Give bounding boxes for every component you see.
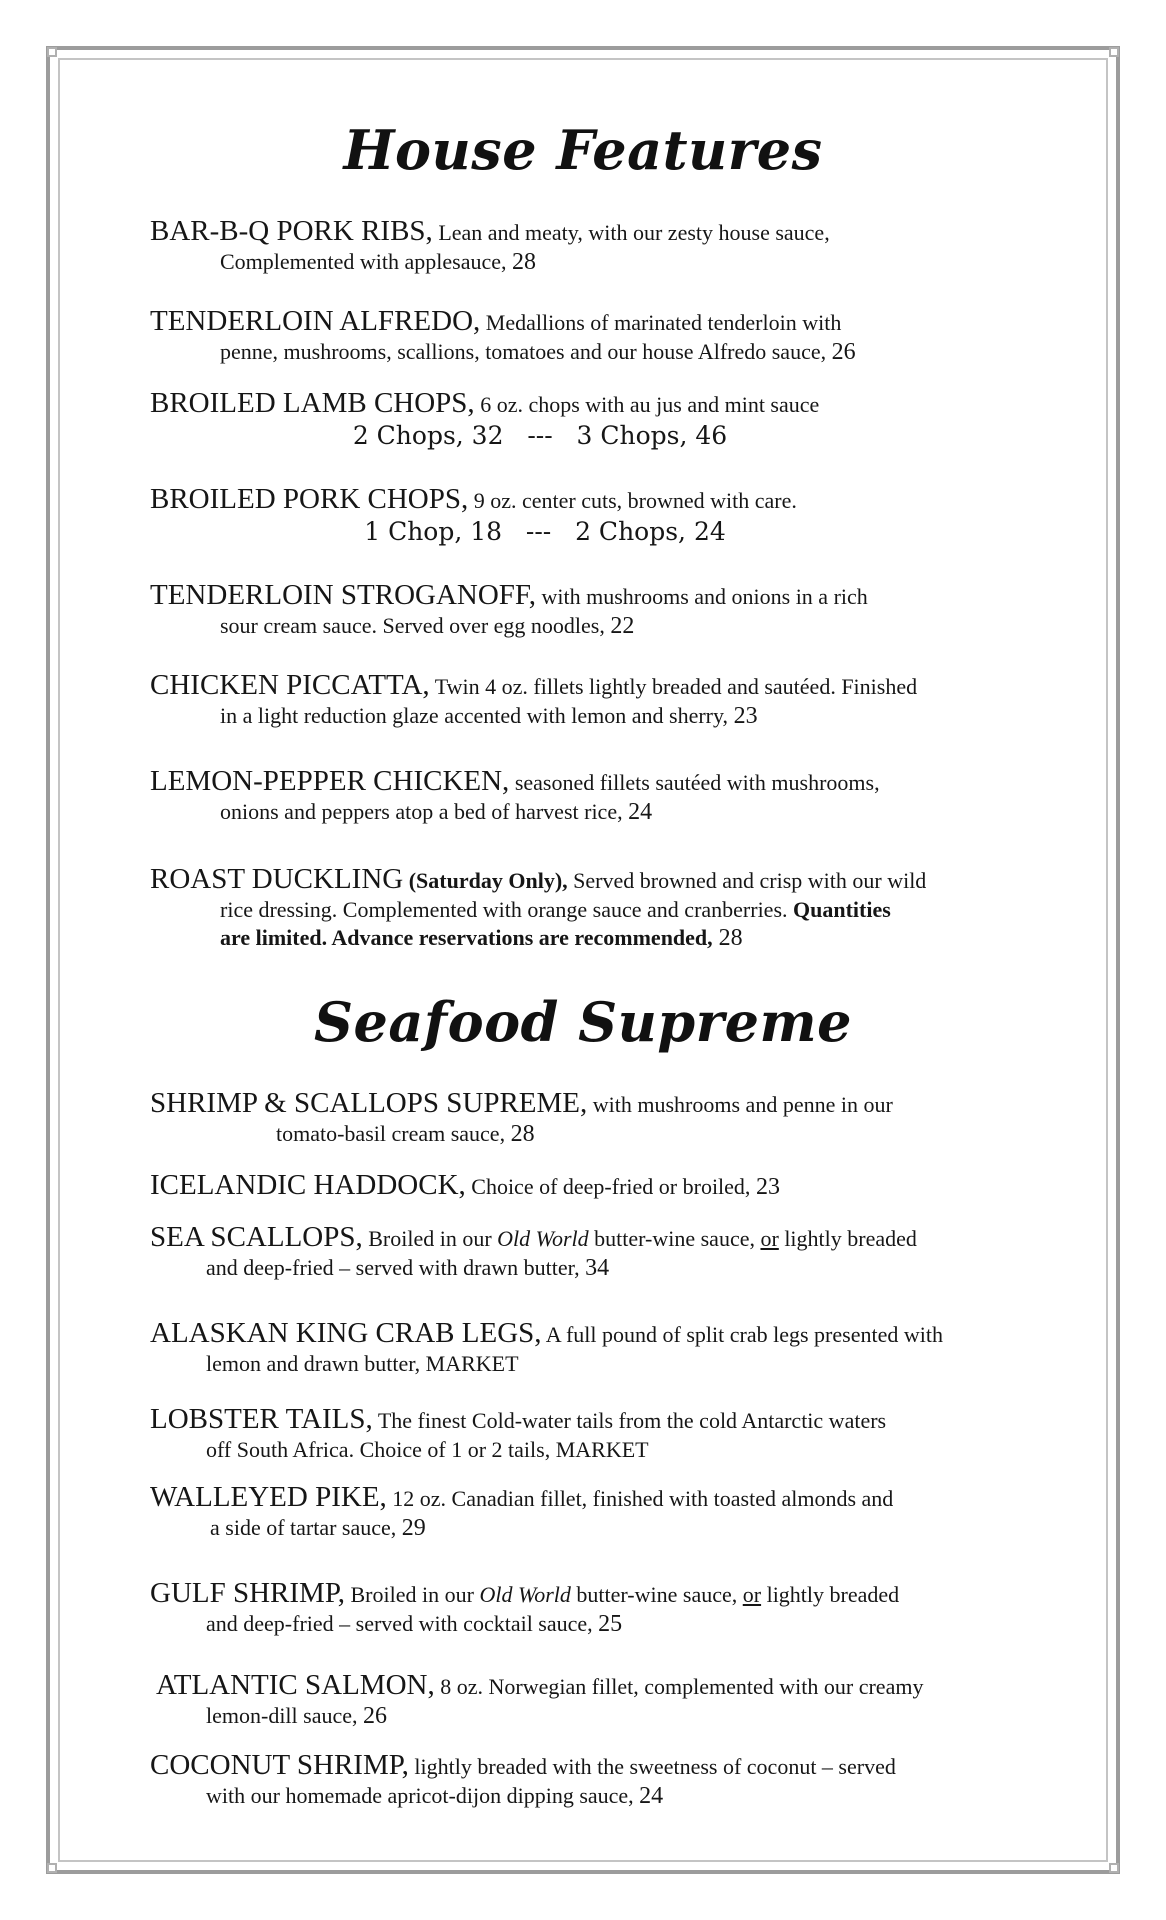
menu-item-icelandic-haddock	[150, 1170, 1050, 1202]
item-name: ATLANTIC SALMON,	[156, 1669, 435, 1701]
item-description-italic: Old World	[497, 1226, 589, 1251]
menu-item-tenderloin-alfredo	[150, 306, 1050, 366]
item-description: Broiled in our	[362, 1226, 498, 1251]
item-name: GULF SHRIMP,	[150, 1577, 345, 1609]
menu-item-sea-scallops	[150, 1222, 1050, 1282]
item-description: lightly breaded	[761, 1582, 900, 1607]
item-name: COCONUT SHRIMP,	[150, 1749, 409, 1781]
item-description: Medallions of marinated tenderloin with	[480, 310, 842, 335]
item-price-options: 1 Chop, 18 --- 2 Chops, 24	[364, 517, 726, 546]
menu-item-lobster-tails	[150, 1404, 1050, 1464]
item-name: BROILED PORK CHOPS,	[150, 483, 469, 515]
item-notice: Quantities	[793, 897, 891, 922]
item-name: ICELANDIC HADDOCK,	[150, 1169, 466, 1201]
item-price: 23	[755, 1174, 780, 1200]
item-description: lightly breaded	[778, 1226, 917, 1251]
item-description: lightly breaded with the sweetness of coconut – served	[408, 1754, 896, 1779]
item-description-cont: and deep-fried – served with cocktail sauce,	[206, 1611, 599, 1636]
menu-item-roast-duckling	[150, 864, 1050, 952]
item-description-cont: lemon-dill sauce,	[206, 1703, 364, 1728]
item-name: ALASKAN KING CRAB LEGS,	[150, 1317, 542, 1349]
item-name: CHICKEN PICCATTA,	[150, 669, 430, 701]
item-name: BROILED LAMB CHOPS,	[150, 387, 475, 419]
item-notice-cont: are limited. Advance reservations are recommended,	[220, 925, 713, 950]
item-price: 28	[510, 1121, 535, 1147]
menu-item-atlantic-salmon	[150, 1670, 1050, 1730]
item-price: 24	[628, 799, 653, 825]
item-description-cont: with our homemade apricot-dijon dipping sauce,	[206, 1783, 640, 1808]
corner-ornament-bottom-left	[47, 1863, 57, 1873]
item-description-cont: rice dressing. Complemented with orange sauce and cranberries.	[220, 897, 794, 922]
item-description: The finest Cold-water tails from the cold Antarctic waters	[372, 1408, 887, 1433]
item-name: LEMON-PEPPER CHICKEN,	[150, 765, 510, 797]
menu-item-broiled-lamb-chops	[150, 388, 1050, 452]
item-name: TENDERLOIN STROGANOFF,	[150, 579, 536, 611]
item-description: 6 oz. chops with au jus and mint sauce	[474, 392, 820, 417]
item-name: SHRIMP & SCALLOPS SUPREME,	[150, 1087, 588, 1119]
item-price: 25	[598, 1611, 623, 1637]
item-name: SEA SCALLOPS,	[150, 1221, 363, 1253]
item-description: butter-wine sauce,	[570, 1582, 743, 1607]
item-name: WALLEYED PIKE,	[150, 1481, 387, 1513]
item-description: Twin 4 oz. fillets lightly breaded and sautéed. Finished	[429, 674, 918, 699]
item-name: ROAST DUCKLING	[150, 863, 404, 895]
menu-item-lemon-pepper-chicken	[150, 766, 1050, 826]
menu-item-broiled-pork-chops	[150, 484, 1050, 548]
menu-item-coconut-shrimp	[150, 1750, 1050, 1810]
item-description: Choice of deep-fried or broiled,	[465, 1174, 756, 1199]
item-availability-note: (Saturday Only),	[403, 868, 568, 893]
item-description: seasoned fillets sautéed with mushrooms,	[509, 770, 880, 795]
item-description-italic: Old World	[479, 1582, 571, 1607]
item-price: 34	[585, 1255, 610, 1281]
house-features-heading: House Features	[343, 118, 823, 182]
item-description-cont: Complemented with applesauce,	[220, 249, 513, 274]
item-description-cont: tomato-basil cream sauce,	[276, 1121, 511, 1146]
item-description: with mushrooms and onions in a rich	[535, 584, 868, 609]
item-description: 8 oz. Norwegian fillet, complemented with our creamy	[434, 1674, 924, 1699]
item-description: 9 oz. center cuts, browned with care.	[468, 488, 797, 513]
item-name: LOBSTER TAILS,	[150, 1403, 373, 1435]
item-description-cont: sour cream sauce. Served over egg noodles,	[220, 613, 611, 638]
menu-item-walleyed-pike	[150, 1482, 1050, 1542]
item-price: 26	[831, 339, 856, 365]
item-description-cont: penne, mushrooms, scallions, tomatoes and our house Alfredo sauce,	[220, 339, 832, 364]
item-price: 24	[639, 1783, 664, 1809]
item-description-underline: or	[742, 1582, 762, 1607]
menu-item-chicken-piccatta	[150, 670, 1050, 730]
item-price: 29	[401, 1515, 426, 1541]
item-description: with mushrooms and penne in our	[587, 1092, 893, 1117]
item-description-cont: in a light reduction glaze accented with lemon and sherry,	[220, 703, 734, 728]
corner-ornament-top-right	[1109, 47, 1119, 57]
item-price: 22	[610, 613, 635, 639]
item-price: 26	[363, 1703, 388, 1729]
menu-item-shrimp-scallops-supreme	[150, 1088, 1050, 1148]
item-description: butter-wine sauce,	[588, 1226, 761, 1251]
item-description: Broiled in our	[345, 1582, 480, 1607]
menu-item-bbq-pork-ribs	[150, 216, 1050, 276]
item-description-underline: or	[760, 1226, 779, 1251]
item-description: 12 oz. Canadian fillet, finished with toasted almonds and	[386, 1486, 894, 1511]
item-description-cont: a side of tartar sauce,	[210, 1515, 402, 1540]
item-description: Lean and meaty, with our zesty house sauce,	[432, 220, 830, 245]
item-description-cont: off South Africa. Choice of 1 or 2 tails, MARKET	[206, 1437, 649, 1462]
item-description: A full pound of split crab legs presented with	[541, 1322, 943, 1347]
item-description-cont: and deep-fried – served with drawn butter,	[206, 1255, 586, 1280]
item-price: 23	[733, 703, 758, 729]
item-name: TENDERLOIN ALFREDO,	[150, 305, 481, 337]
item-price: 28	[512, 249, 537, 275]
menu-item-gulf-shrimp	[150, 1578, 1050, 1638]
menu-item-tenderloin-stroganoff	[150, 580, 1050, 640]
item-description-cont: lemon and drawn butter, MARKET	[206, 1351, 519, 1376]
item-price: 28	[712, 925, 743, 951]
menu-item-alaskan-king-crab-legs	[150, 1318, 1050, 1378]
corner-ornament-bottom-right	[1109, 1863, 1119, 1873]
corner-ornament-top-left	[47, 47, 57, 57]
item-description-cont: onions and peppers atop a bed of harvest rice,	[220, 799, 629, 824]
item-price-options: 2 Chops, 32 --- 3 Chops, 46	[352, 421, 728, 450]
seafood-supreme-heading: Seafood Supreme	[314, 990, 852, 1054]
item-name: BAR-B-Q PORK RIBS,	[150, 215, 433, 247]
item-description: Served browned and crisp with our wild	[567, 868, 927, 893]
